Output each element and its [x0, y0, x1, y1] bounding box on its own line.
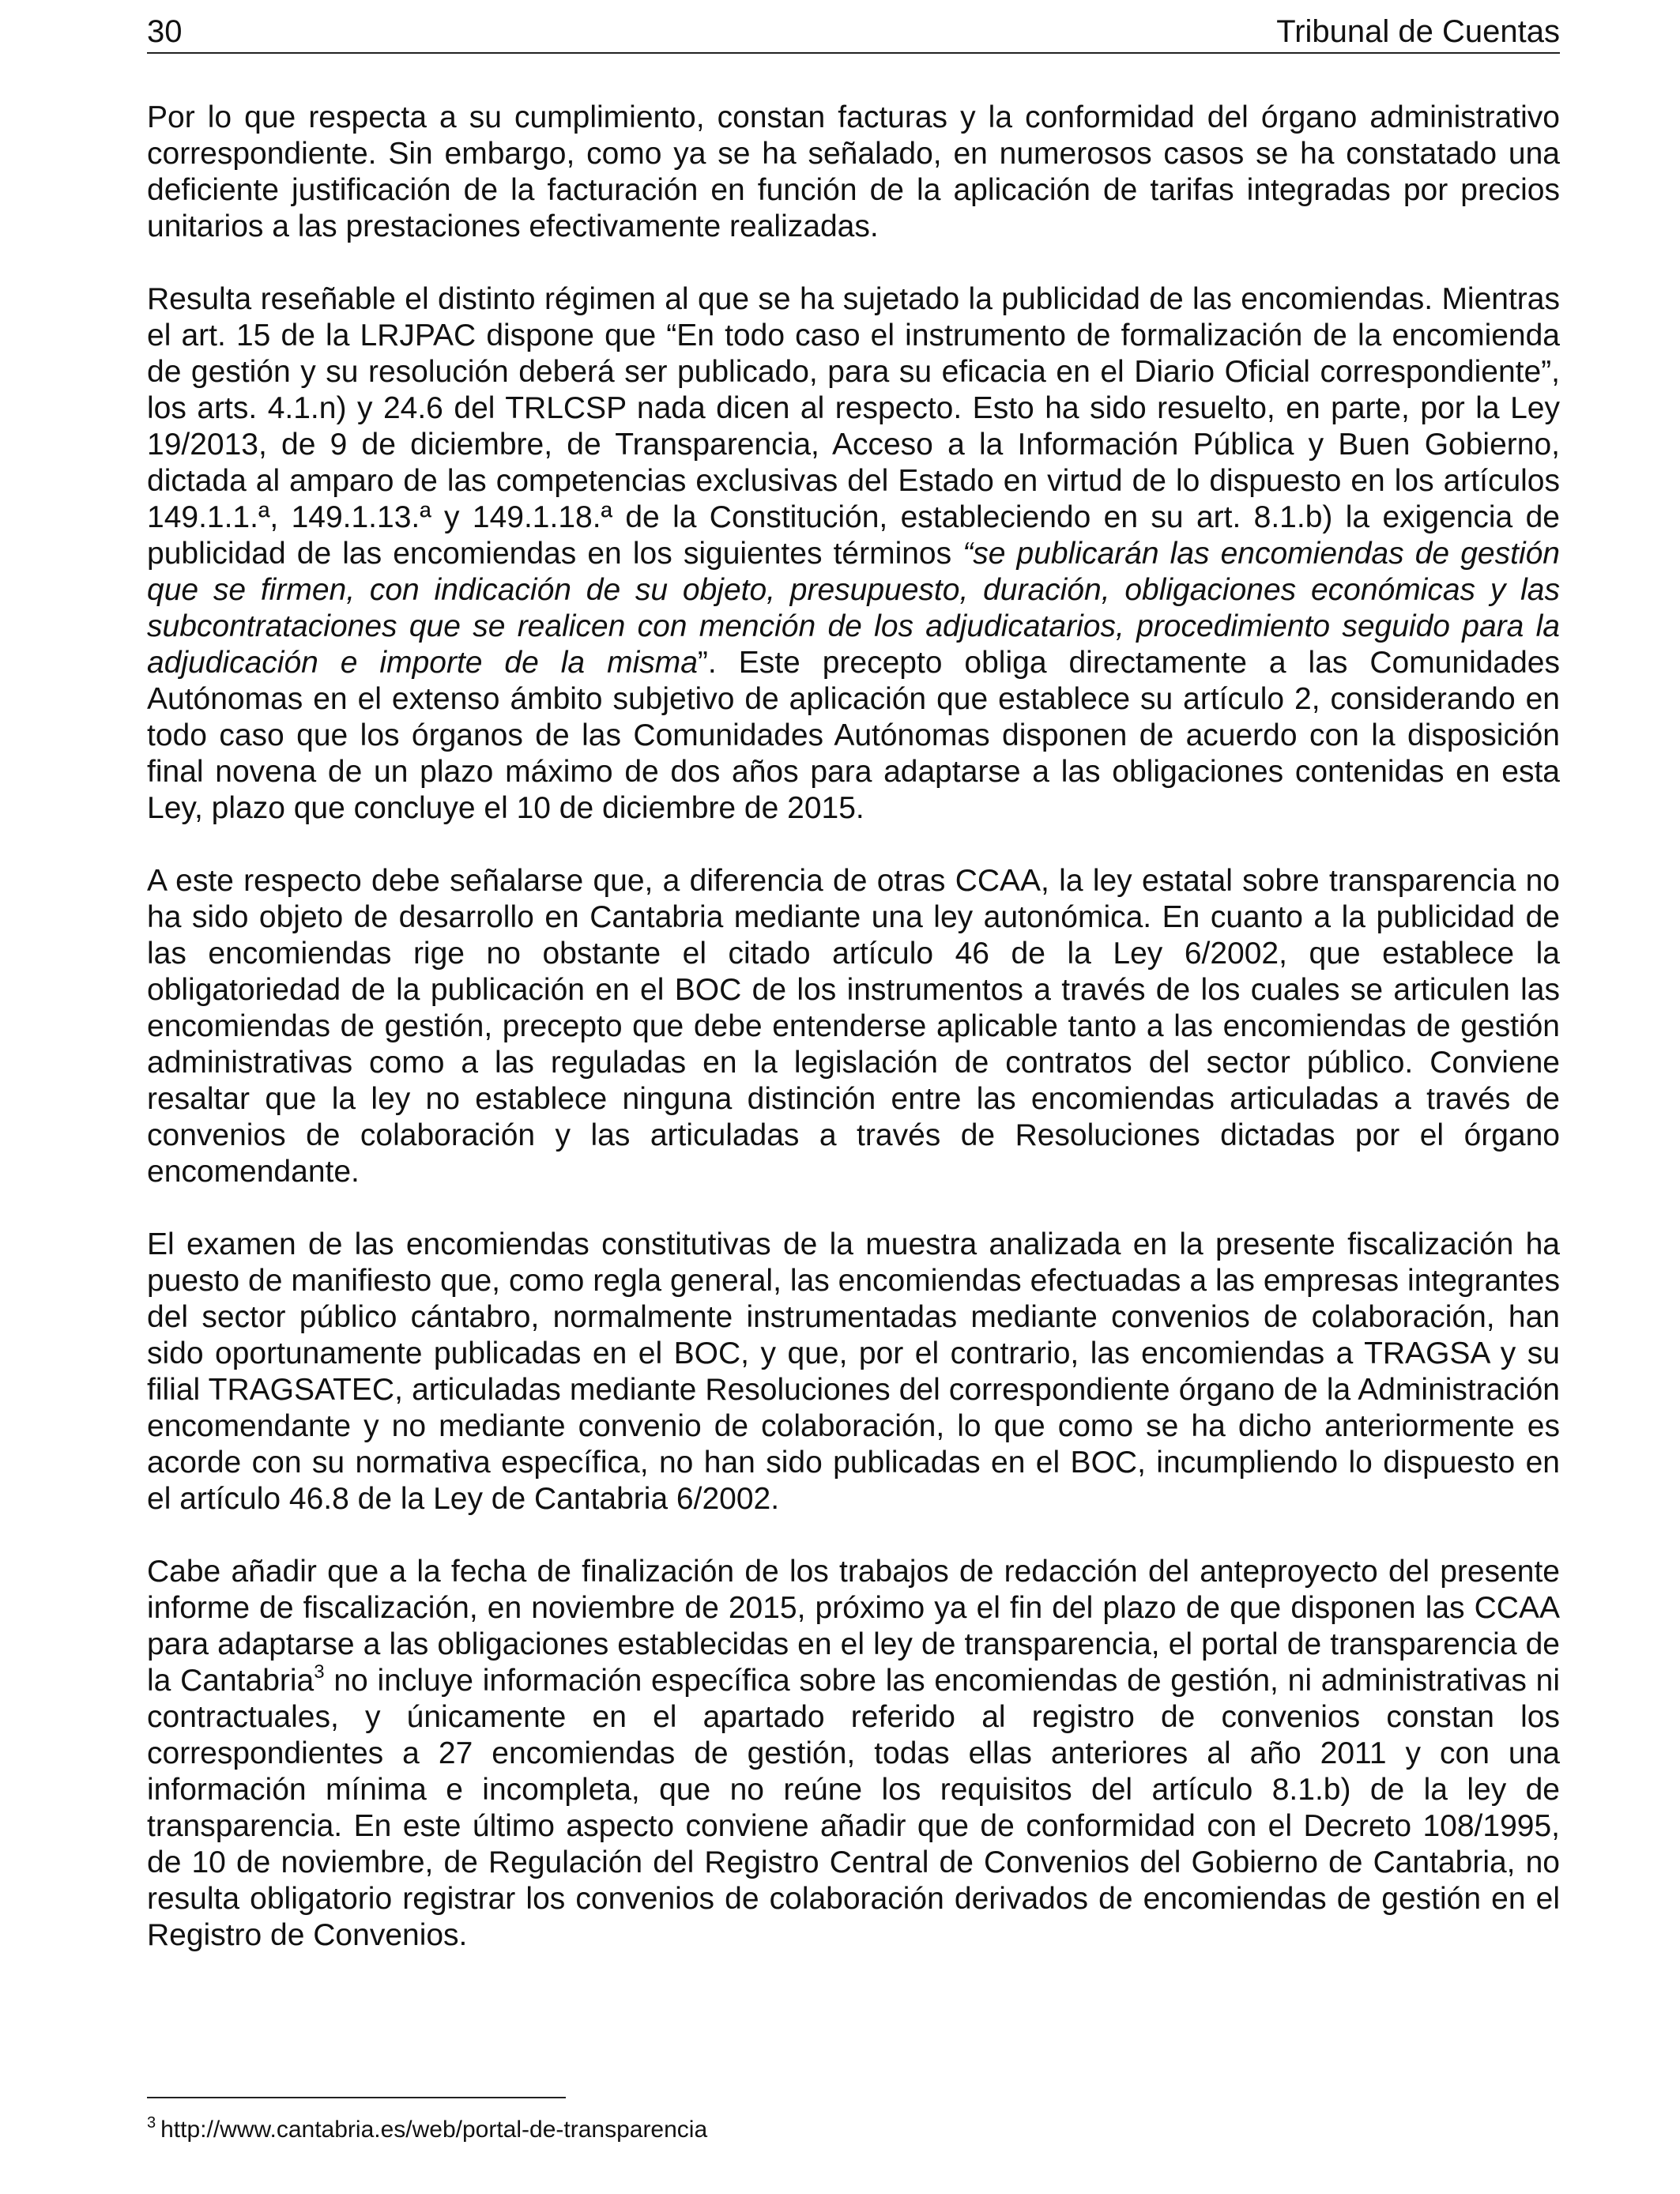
page-header	[147, 11, 1560, 54]
footnote-link[interactable]: http://www.cantabria.es/web/portal-de-transparencia	[160, 2117, 708, 2143]
paragraph-text: Resulta reseñable el distinto régimen al que se ha sujetado la publicidad de las encomiendas. Mientras el art. 15 de la LRJPAC dispone que “En todo caso el instrumento de formalización de la encomienda de gestión y su resolución deberá ser publicado, para su eficacia en el Diario Oficial correspondiente”, los arts. 4.1.n) y 24.6 del TRLCSP nada dicen al respecto. Esto ha sido resuelto, en parte, por la Ley 19/2013, de 9 de diciembre, de Transparencia, Acceso a la Información Pública y Buen Gobierno, dictada al amparo de las competencias exclusivas del Estado en virtud de lo dispuesto en los artículos 149.1.1.ª, 149.1.13.ª y 149.1.18.ª de la Constitución, estableciendo en su art. 8.1.b) la exigencia de publicidad de las encomiendas en los siguientes términos	[147, 282, 1560, 571]
paragraph-text: ”. Este precepto obliga directamente a las Comunidades Autónomas en el extenso ámbito subjetivo de aplicación que establece su artículo 2, considerando en todo caso que los órganos de las Comunidades Autónomas disponen de acuerdo con la disposición final novena de un plazo máximo de dos años para adaptarse a las obligaciones contenidas en esta Ley, plazo que concluye el 10 de diciembre de 2015.	[147, 646, 1560, 825]
footnote-reference[interactable]: 3	[314, 1661, 325, 1683]
paragraph-compliance: Por lo que respecta a su cumplimiento, constan facturas y la conformidad del órgano administrativo correspondiente. Sin embargo, como ya se ha señalado, en numerosos casos se ha constatado una deficiente justificación de la facturación en función de la aplicación de tarifas integradas por precios unitarios a las prestaciones efectivamente realizadas.	[147, 100, 1560, 243]
paragraph-text: no incluye información específica sobre las encomiendas de gestión, ni administrativas ni contractuales, y únicamente en el apartado referido al registro de convenios constan los correspondientes a 27 encomiendas de gestión, todas ellas anteriores al año 2011 y con una información mínima e incompleta, que no reúne los requisitos del artículo 8.1.b) de la ley de transparencia. En este último aspecto conviene añadir que de conformidad con el Decreto 108/1995, de 10 de noviembre, de Regulación del Registro Central de Convenios del Gobierno de Cantabria, no resulta obligatorio registrar los convenios de colaboración derivados de encomiendas de gestión en el Registro de Convenios.	[147, 1664, 1560, 1952]
footnote-number: 3	[147, 2114, 156, 2132]
paragraph-text: Cabe añadir que a la fecha de finalización de los trabajos de redacción del anteproyecto del presente informe de fiscalización, en noviembre de 2015, próximo ya el fin del plazo de que disponen las CCAA para adaptarse a las obligaciones establecidas en el ley de transparencia, el portal de transparencia de la Cantabria	[147, 1555, 1560, 1698]
running-title: Tribunal de Cuentas	[1276, 14, 1560, 49]
body-text	[147, 100, 1560, 1954]
paragraph-cantabria-law: A este respecto debe señalarse que, a diferencia de otras CCAA, la ley estatal sobre transparencia no ha sido objeto de desarrollo en Cantabria mediante una ley autonómica. En cuanto a la publicidad de las encomiendas rige no obstante el citado artículo 46 de la Ley 6/2002, que establece la obligatoriedad de la publicación en el BOC de los instrumentos a través de los cuales se articulen las encomiendas de gestión, precepto que debe entenderse aplicable tanto a las encomiendas de gestión administrativas como a las reguladas en la legislación de contratos del sector público. Conviene resaltar que la ley no establece ninguna distinción entre las encomiendas articuladas a través de convenios de colaboración y las articuladas a través de Resoluciones dictadas por el órgano encomendante.	[147, 864, 1560, 1189]
footnote-separator	[147, 2097, 566, 2098]
legal-quote: “se publicarán las encomiendas de gestión que se firmen, con indicación de su objeto, presupuesto, duración, obligaciones económicas y las subcontrataciones que se realicen con mención de los adjudicatarios, procedimiento seguido para la adjudicación e importe de la misma	[147, 537, 1560, 680]
footnote	[147, 2115, 707, 2145]
paragraph-transparency-portal	[147, 1554, 1560, 1954]
paragraph-sample-exam: El examen de las encomiendas constitutivas de la muestra analizada en la presente fiscalización ha puesto de manifiesto que, como regla general, las encomiendas efectuadas a las empresas integrantes del sector público cántabro, normalmente instrumentadas mediante convenios de colaboración, han sido oportunamente publicadas en el BOC, y que, por el contrario, las encomiendas a TRAGSA y su filial TRAGSATEC, articuladas mediante Resoluciones del correspondiente órgano de la Administración encomendante y no mediante convenio de colaboración, lo que como se ha dicho anteriormente es acorde con su normativa específica, no han sido publicadas en el BOC, incumpliendo lo dispuesto en el artículo 46.8 de la Ley de Cantabria 6/2002.	[147, 1227, 1560, 1516]
page-number: 30	[147, 14, 183, 49]
paragraph-publicity-regime	[147, 281, 1560, 827]
